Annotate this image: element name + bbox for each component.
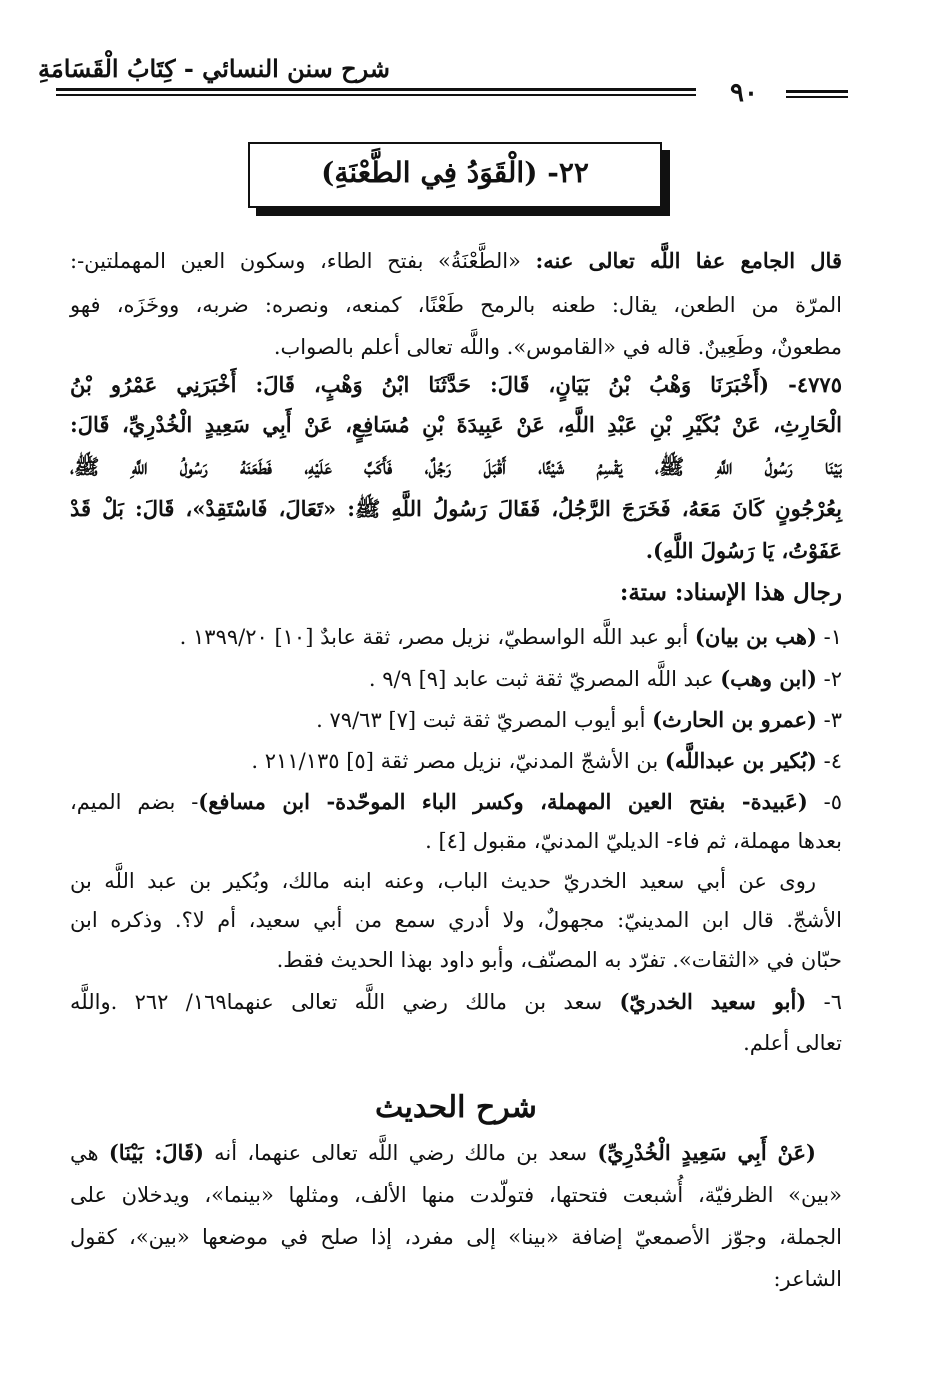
narrator-text: أبو أيوب المصريّ ثقة ثبت [٧] ٧٩/٦٣ .: [316, 708, 653, 732]
narrators-heading: رجال هذا الإسناد: ستة:: [619, 579, 842, 606]
chapter-title: ٢٢- (الْقَوَدُ فِي الطَّعْنَةِ): [321, 156, 589, 189]
narrator-text: عبد اللَّه المصريّ ثقة ثبت عابد [٩] ٩/٩ .: [368, 667, 721, 691]
hadith-line: عَفَوْتُ، يَا رَسُولَ اللَّهِ).: [645, 538, 842, 563]
narrator-item: [70, 746, 842, 776]
narrator-text: سعد بن مالك رضي اللَّه تعالى عنهما١٦٩/ ٢٦٢ .واللَّه: [70, 990, 620, 1014]
hadith-line: ٤٧٧٥- (أَخْبَرَنَا وَهْبُ بْنُ بَيَانٍ، قَالَ: حَدَّثَنَا ابْنُ وَهْبٍ، قَالَ: أَخْبَرَنِي عَمْرُو بْنُ: [70, 372, 842, 397]
hadith-line: الْحَارِثِ، عَنْ بُكَيْرِ بْنِ عَبْدِ اللَّهِ، عَنْ عَبِيدَةَ بْنِ مُسَافِعٍ، عَنْ أَبِي سَعِيدٍ الْخُدْرِيِّ، قَالَ:: [70, 412, 842, 437]
narrator-number: ٣-: [816, 708, 842, 732]
narrator-number: ١-: [816, 625, 842, 649]
narrator-name: (أبو سعيد الخدريّ): [619, 989, 807, 1014]
narrator-line: تعالى أعلم.: [743, 1031, 842, 1055]
narrator-item: [70, 705, 842, 735]
commentary-line: [70, 1138, 842, 1168]
narrator-note-line: الأشجّ. قال ابن المدينيّ: مجهولٌ، ولا أدري سمع من أبي سعيد، أم لا؟. وذكره ابن: [70, 908, 842, 932]
narrator-number: ٦-: [806, 990, 842, 1014]
commentary-text: هي: [70, 1141, 109, 1165]
commentary-text: سعد بن مالك رضي اللَّه تعالى عنهما، أنه: [203, 1141, 598, 1165]
narrator-name: (عمرو بن الحارث): [652, 707, 817, 732]
intro-line: المرّة من الطعن، يقال: طعنه بالرمح طَعْنًا، كمنعه، ونصره: ضربه، ووخَزَه، فهو: [70, 293, 842, 317]
section-heading: شرح الحديث: [375, 1090, 537, 1125]
narrator-item: [70, 787, 842, 817]
narrator-text: بن الأشجّ المدنيّ، نزيل مصر ثقة [٥] ٢١١/١٣٥ .: [251, 749, 665, 773]
narrator-number: ٢-: [816, 667, 842, 691]
page-number-rule: [786, 96, 848, 98]
narrator-name: (ابن وهب): [720, 666, 817, 691]
header-rule: [56, 94, 696, 96]
hadith-line: بِعُرْجُونٍ كَانَ مَعَهُ، فَخَرَجَ الرَّجُلُ، فَقَالَ رَسُولُ اللَّهِ ﷺ: «تَعَالَ، فَاسْتَقِدْ»، قَالَ: بَلْ قَدْ: [70, 496, 842, 521]
narrator-item: [70, 987, 842, 1017]
narrator-number: ٤-: [816, 749, 842, 773]
narrator-text: أبو عبد اللَّه الواسطيّ، نزيل مصر، ثقة عابدٌ [١٠] ١٣٩٩/٢٠ .: [179, 625, 695, 649]
commentary-line: الجملة، وجوّز الأصمعيّ إضافة «بينا» إلى مفرد، إذا صلح في موضعها «بين»، كقول: [70, 1225, 842, 1249]
narrator-note-line: حبّان في «الثقات». تفرّد به المصنّف، وأبو داود بهذا الحديث فقط.: [276, 948, 842, 972]
narrator-item: [70, 664, 842, 694]
commentary-line: «بين» الظرفيّة، أُشبعت فتحتها، فتولّدت منها الألف، ومثلها «بينما»، ويدخلان على: [70, 1183, 842, 1207]
page-number: ٩٠: [730, 78, 758, 108]
narrator-item: [70, 622, 842, 652]
intro-line: [70, 246, 842, 276]
narrator-name: (عَبيدة- بفتح العين المهملة، وكسر الباء الموحّدة- ابن مسافع): [198, 789, 808, 814]
chapter-title-box: [248, 142, 662, 208]
narrator-note-line: روى عن أبي سعيد الخدريّ حديث الباب، وعنه ابنه مالك، وبُكير بن عبد اللَّه بن: [70, 869, 816, 893]
intro-text: «الطَّعْنَةُ» بفتح الطاء، وسكون العين المهملتين-:: [70, 249, 536, 273]
hadith-line: بَيْنَا رَسُولُ اللَّهِ ﷺ، يَقْسِمُ شَيْئًا، أَقْبَلَ رَجُلٌ، فَأَكَبَّ عَلَيْهِ، فَطَعَنَهُ رَسُولُ اللَّهِ ﷺ،: [70, 454, 843, 479]
commentary-quote: (قَالَ: بَيْنَا): [108, 1140, 204, 1165]
narrator-name: (بُكير بن عبداللَّه): [664, 748, 817, 773]
commentary-line: الشاعر:: [773, 1267, 842, 1291]
narrator-line: بعدها مهملة، ثم فاء- الديليّ المدنيّ، مقبول [٤] .: [425, 829, 842, 853]
narrator-name: (هب بن بيان): [694, 624, 817, 649]
author-phrase: قال الجامع عفا اللَّه تعالى عنه:: [535, 248, 842, 273]
running-title: شرح سنن النسائي - كِتَابُ الْقَسَامَةِ: [38, 54, 390, 83]
intro-line: مطعونٌ، وطَعِينٌ. قاله في «القاموس». واللَّه تعالى أعلم بالصواب.: [273, 335, 842, 359]
narrator-number: ٥-: [807, 790, 842, 814]
narrator-text: - بضم الميم،: [70, 790, 199, 814]
page-number-rule: [786, 90, 848, 93]
commentary-quote: (عَنْ أَبِي سَعِيدٍ الْخُدْرِيِّ): [597, 1140, 816, 1165]
header-rule: [56, 88, 696, 91]
